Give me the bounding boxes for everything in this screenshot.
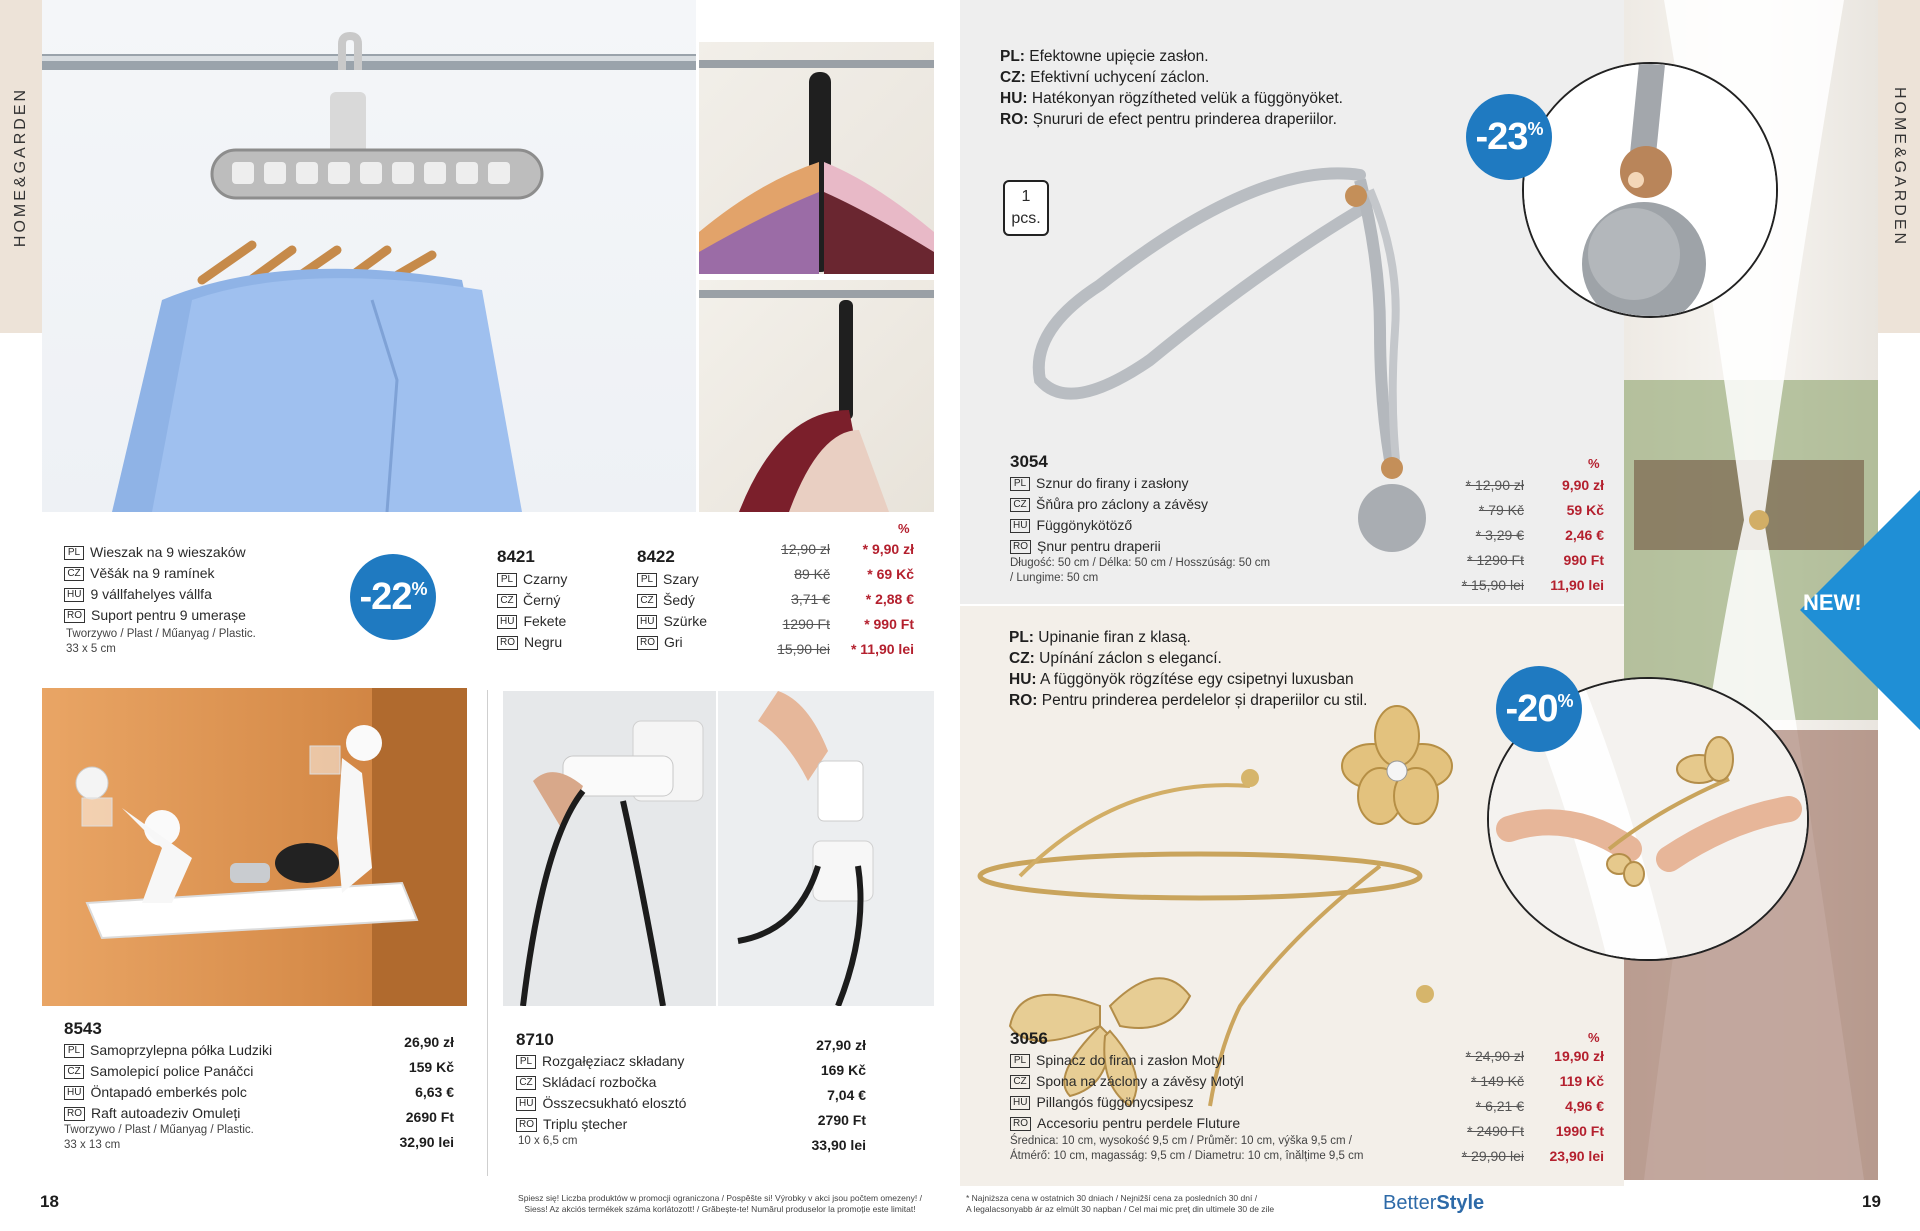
lang-tag: CZ (1010, 1075, 1030, 1089)
lang-tag: PL (637, 573, 657, 587)
name-row (64, 1103, 272, 1124)
new-price: 2,46 € (1565, 527, 1604, 543)
desc-text: Efektivní uchycení záclon. (1030, 69, 1210, 86)
color-row (637, 590, 707, 611)
desc-lang: CZ: (1000, 69, 1026, 86)
stock-footnote (500, 1193, 940, 1215)
lang-tag: HU (497, 615, 517, 629)
lang-tag: RO (64, 1107, 85, 1121)
desc-text: Șnururi de efect pentru prinderea draperiilor. (1032, 111, 1337, 128)
footnote-line: Siess! Az akciós termékek száma korlátozott! / Grăbește-te! Numărul produselor la promoție este limitat! (524, 1204, 916, 1214)
name-row (516, 1114, 686, 1135)
lowest-price-footnote (966, 1193, 1306, 1215)
lang-tag: PL (516, 1055, 536, 1069)
cord-zoom-illustration (1524, 64, 1778, 318)
lang-tag: RO (497, 636, 518, 650)
old-price: * 15,90 lei (1461, 577, 1524, 593)
old-price: * 6,21 € (1475, 1098, 1524, 1114)
old-price: * 29,90 lei (1461, 1148, 1524, 1164)
product-name: Věšák na 9 ramínek (90, 565, 215, 581)
desc-line (1009, 669, 1367, 690)
color-row (497, 632, 567, 653)
hanger-name-list (64, 542, 246, 626)
new-price-list (1530, 1044, 1604, 1169)
material-text: Tworzywo / Plast / Műanyag / Plastic. (66, 628, 256, 640)
splitter-photo-1 (503, 691, 716, 1006)
product-name: Šňůra pro záclony a závěsy (1036, 496, 1208, 512)
old-price: 3,71 € (791, 591, 830, 607)
discount-badge (1496, 666, 1582, 752)
new-price: * 69 Kč (867, 566, 914, 582)
product-code: 8422 (637, 547, 675, 566)
price: 27,90 zł (816, 1037, 866, 1053)
color-name: Negru (524, 634, 563, 650)
desc-lang: RO: (1009, 692, 1038, 709)
name-row (64, 584, 246, 605)
lang-tag: PL (1010, 477, 1030, 491)
desc-text: Hatékonyan rögzítheted velük a függönyöket. (1031, 90, 1343, 107)
product-name: Accesoriu pentru perdele Fluture (1037, 1115, 1241, 1131)
lang-tag: RO (1010, 540, 1031, 554)
name-row (516, 1051, 686, 1072)
name-row (1010, 1113, 1244, 1134)
footnote-line: * Najniższa cena w ostatnich 30 dniach / Nejnižší cena za posledních 30 dní / (966, 1193, 1258, 1203)
page-number-right: 19 (1862, 1192, 1881, 1211)
color-row (637, 611, 707, 632)
brand-logo-part: Better (1383, 1192, 1437, 1214)
hanger-photo-main (42, 0, 696, 512)
name-row (64, 542, 246, 563)
lang-tag: PL (1010, 1054, 1030, 1068)
color-row (497, 590, 567, 611)
name-row (1010, 515, 1208, 536)
name-row (64, 605, 246, 626)
product-name: Raft autoadeziv Omuleți (91, 1105, 241, 1121)
shelf-price-list (372, 1030, 454, 1155)
color-name: Černý (523, 592, 561, 608)
color-row (497, 569, 567, 590)
lang-tag: CZ (516, 1076, 536, 1090)
splitter-illustration-1 (503, 691, 716, 1006)
discount-percent: % (411, 578, 427, 599)
old-price: * 1290 Ft (1467, 552, 1524, 568)
lang-tag: CZ (1010, 498, 1030, 512)
dimension-text: Średnica: 10 cm, wysokość 9,5 cm / Průměr: 10 cm, výška 9,5 cm / (1010, 1135, 1352, 1147)
name-row (1010, 1092, 1244, 1113)
name-row (64, 563, 246, 584)
product-name: Rozgałęziacz składany (542, 1053, 685, 1069)
old-price: 89 Kč (794, 566, 830, 582)
product-name: Samoprzylepna półka Ludziki (90, 1042, 273, 1058)
color-name: Fekete (523, 613, 567, 629)
clip-description (1009, 627, 1367, 711)
name-row (1010, 1050, 1244, 1071)
lang-tag: HU (64, 1086, 84, 1100)
product-name: Șnur pentru draperii (1037, 538, 1161, 554)
desc-line (1009, 627, 1367, 648)
color-list-8421 (497, 569, 567, 653)
splitter-size: 10 x 6,5 cm (518, 1135, 578, 1147)
price: 26,90 zł (404, 1034, 454, 1050)
new-price-list (836, 537, 914, 662)
lang-tag: PL (64, 546, 84, 560)
dimension-text: Długość: 50 cm / Délka: 50 cm / Hosszúság: 50 cm (1010, 557, 1271, 569)
splitter-name-list (516, 1051, 686, 1135)
section-tab-label: HOME&GARDEN (12, 86, 29, 247)
lang-tag: CZ (64, 1065, 84, 1079)
pieces-label: pcs. (1011, 210, 1041, 227)
discount-percent: % (1557, 690, 1573, 711)
new-price: 19,90 zł (1554, 1048, 1604, 1064)
discount-value: -23 (1475, 115, 1528, 158)
desc-line (1009, 690, 1367, 711)
shelf-photo (42, 688, 467, 1006)
footnote-line: A legalacsonyabb ár az elmúlt 30 napban / Cel mai mic preț din ultimele 30 de zile (966, 1204, 1275, 1214)
splitter-price-list (786, 1033, 866, 1158)
name-row (64, 1082, 272, 1103)
old-price: * 149 Kč (1471, 1073, 1524, 1089)
old-price: * 79 Kč (1478, 502, 1524, 518)
name-row (1010, 1071, 1244, 1092)
discount-badge (350, 554, 436, 640)
percent-header: % (1588, 456, 1600, 471)
old-price-list (770, 537, 830, 662)
new-price: 4,96 € (1565, 1098, 1604, 1114)
name-row (1010, 536, 1208, 557)
new-price: * 990 Ft (864, 616, 914, 632)
color-name: Gri (664, 634, 683, 650)
brand-logo (1383, 1192, 1484, 1215)
color-row (637, 569, 707, 590)
desc-line (1000, 88, 1343, 109)
desc-text: Upínání záclon s elegancí. (1039, 650, 1222, 667)
product-code: 8543 (64, 1019, 102, 1038)
product-name: 9 vállfahelyes vállfa (90, 586, 212, 602)
desc-line (1000, 109, 1343, 130)
section-tab-label: HOME&GARDEN (1891, 86, 1908, 247)
size-text: 33 x 5 cm (66, 643, 116, 655)
price: 159 Kč (408, 1059, 454, 1075)
lang-tag: HU (516, 1097, 536, 1111)
new-price: 23,90 lei (1549, 1148, 1604, 1164)
product-name: Skládací rozbočka (542, 1074, 657, 1090)
percent-header: % (898, 521, 910, 536)
new-price: 990 Ft (1563, 552, 1604, 568)
desc-line (1000, 46, 1343, 67)
new-price: 59 Kč (1566, 502, 1604, 518)
old-price-list (1446, 473, 1524, 598)
lang-tag: CZ (497, 594, 517, 608)
cord-description (1000, 46, 1343, 130)
brand-logo-part: Style (1436, 1192, 1485, 1214)
price: 169 Kč (820, 1062, 866, 1078)
name-row (64, 1040, 272, 1061)
price: 2690 Ft (405, 1109, 454, 1125)
product-name: Samolepicí police Panáčci (90, 1063, 254, 1079)
name-row (516, 1072, 686, 1093)
new-label: NEW! (1803, 590, 1862, 615)
desc-lang: PL: (1009, 629, 1034, 646)
product-code: 8710 (516, 1030, 554, 1049)
product-code: 3054 (1010, 452, 1048, 471)
lang-tag: HU (64, 588, 84, 602)
lang-tag: PL (64, 1044, 84, 1058)
product-code: 3056 (1010, 1029, 1048, 1048)
desc-lang: HU: (1000, 90, 1028, 107)
price: 32,90 lei (399, 1134, 454, 1150)
product-name: Sznur do firany i zasłony (1036, 475, 1189, 491)
section-tab-right (1878, 0, 1920, 333)
hanger-photo-detail-1 (699, 42, 934, 274)
product-name: Összecsukható elosztó (542, 1095, 687, 1111)
lang-tag: HU (637, 615, 657, 629)
color-name: Szürke (663, 613, 708, 629)
clip-name-list (1010, 1050, 1244, 1134)
desc-lang: RO: (1000, 111, 1029, 128)
shelf-name-list (64, 1040, 272, 1124)
name-row (1010, 494, 1208, 515)
discount-value: -22 (359, 575, 412, 618)
old-price: 12,90 zł (780, 541, 830, 557)
cord-zoom-circle (1522, 62, 1778, 318)
section-tab-left (0, 0, 42, 333)
splitter-illustration-2 (718, 691, 934, 1006)
old-price: 1290 Ft (782, 616, 830, 632)
discount-value: -20 (1505, 687, 1558, 730)
old-price: * 12,90 zł (1465, 477, 1524, 493)
product-name: Spona na záclony a závěsy Motýl (1036, 1073, 1244, 1089)
lang-tag: RO (516, 1118, 537, 1132)
product-name: Wieszak na 9 wieszaków (90, 544, 246, 560)
new-price: 1990 Ft (1555, 1123, 1604, 1139)
hanger-photo-detail-2 (699, 280, 934, 512)
color-name: Szary (663, 571, 699, 587)
hanger-illustration (42, 0, 696, 512)
dimension-text: / Lungime: 50 cm (1010, 572, 1099, 584)
page-number-left: 18 (40, 1192, 59, 1211)
old-price: * 24,90 zł (1465, 1048, 1524, 1064)
footnote-line: Spiesz się! Liczba produktów w promocji ograniczona / Pospěšte si! Výrobky v akci jsou počtem omezeny! / (518, 1193, 922, 1203)
discount-badge (1466, 94, 1552, 180)
size-text: 33 x 13 cm (64, 1139, 121, 1151)
new-price: 11,90 lei (1550, 577, 1604, 593)
desc-lang: HU: (1009, 671, 1037, 688)
lang-tag: HU (1010, 519, 1030, 533)
desc-lang: PL: (1000, 48, 1025, 65)
hanger-material (66, 627, 256, 657)
new-price: * 2,88 € (865, 591, 914, 607)
lang-tag: CZ (637, 594, 657, 608)
cord-name-list (1010, 473, 1208, 557)
old-price-list (1440, 1044, 1524, 1169)
desc-line (1000, 67, 1343, 88)
desc-text: Pentru prinderea perdelelor și draperiilor cu stil. (1041, 692, 1368, 709)
clip-dimensions (1010, 1134, 1363, 1164)
lang-tag: CZ (64, 567, 84, 581)
pieces-box (1003, 180, 1049, 236)
name-row (1010, 473, 1208, 494)
discount-percent: % (1527, 118, 1543, 139)
new-price: * 11,90 lei (850, 641, 914, 657)
desc-lang: CZ: (1009, 650, 1035, 667)
splitter-photo-2 (718, 691, 934, 1006)
product-name: Suport pentru 9 umerașe (91, 607, 246, 623)
material-text: Tworzywo / Plast / Műanyag / Plastic. (64, 1124, 254, 1136)
shelf-illustration (42, 688, 467, 1006)
color-row (637, 632, 707, 653)
old-price: * 2490 Ft (1467, 1123, 1524, 1139)
lang-tag: PL (497, 573, 517, 587)
name-row (64, 1061, 272, 1082)
hanger-detail-illustration-2 (699, 280, 934, 512)
price: 7,04 € (827, 1087, 866, 1103)
price: 33,90 lei (811, 1137, 866, 1153)
new-price: 119 Kč (1559, 1073, 1604, 1089)
product-name: Öntapadó emberkés polc (90, 1084, 247, 1100)
product-name: Pillangós függönycsipesz (1036, 1094, 1194, 1110)
product-name: Spinacz do firan i zasłon Motyl (1036, 1052, 1226, 1068)
name-row (516, 1093, 686, 1114)
divider (487, 690, 488, 1176)
new-price-list (1530, 473, 1604, 598)
lang-tag: RO (64, 609, 85, 623)
dimension-text: Átmérő: 10 cm, magasság: 9,5 cm / Diametru: 10 cm, înălțime 9,5 cm (1010, 1150, 1364, 1162)
desc-line (1009, 648, 1367, 669)
product-code: 8421 (497, 547, 535, 566)
hanger-detail-illustration-1 (699, 42, 934, 274)
lang-tag: RO (1010, 1117, 1031, 1131)
color-name: Czarny (523, 571, 568, 587)
new-price: 9,90 zł (1561, 477, 1604, 493)
lang-tag: HU (1010, 1096, 1030, 1110)
product-name: Függönykötöző (1036, 517, 1133, 533)
cord-dimensions (1010, 556, 1270, 586)
desc-text: Efektowne upięcie zasłon. (1029, 48, 1209, 65)
old-price: 15,90 lei (777, 641, 830, 657)
color-row (497, 611, 567, 632)
color-name: Šedý (663, 592, 695, 608)
color-list-8422 (637, 569, 707, 653)
old-price: * 3,29 € (1475, 527, 1524, 543)
new-price: * 9,90 zł (862, 541, 914, 557)
product-name: Triplu ștecher (543, 1116, 628, 1132)
price: 6,63 € (415, 1084, 454, 1100)
desc-text: Upinanie firan z klasą. (1038, 629, 1191, 646)
pieces-count: 1 (1021, 188, 1031, 205)
percent-header: % (1588, 1030, 1600, 1045)
lang-tag: RO (637, 636, 658, 650)
shelf-material (64, 1123, 254, 1153)
desc-text: A függönyök rögzítése egy csipetnyi luxusban (1040, 671, 1354, 688)
price: 2790 Ft (817, 1112, 866, 1128)
